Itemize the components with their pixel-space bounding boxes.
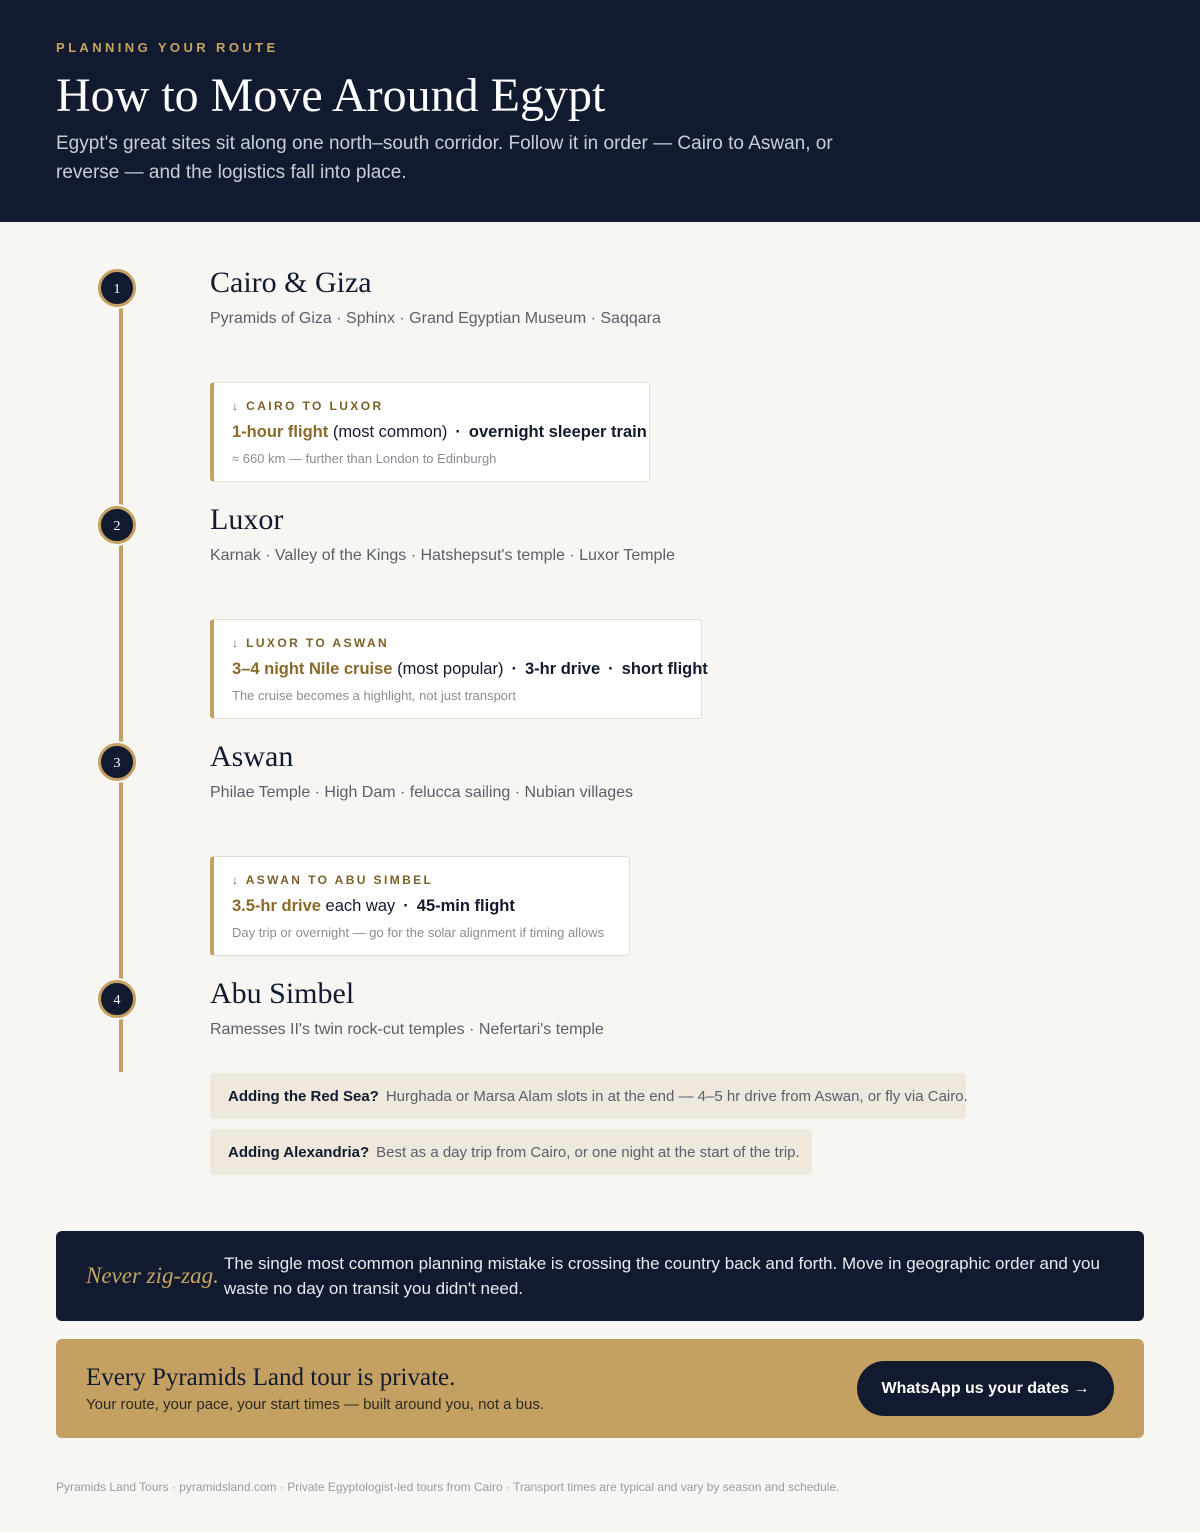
leg-highlight: 1-hour flight — [232, 423, 329, 441]
leg-highlight-suffix: (most popular) — [392, 660, 504, 678]
leg-separator: · — [511, 660, 517, 678]
leg-options — [232, 897, 611, 916]
leg-highlight-suffix: each way — [320, 897, 396, 915]
addon-label: Adding Alexandria? — [228, 1143, 370, 1161]
leg-separator: · — [403, 897, 409, 915]
leg-luxor-to-aswan — [210, 619, 708, 719]
whatsapp-button[interactable]: WhatsApp us your dates → — [857, 1361, 1114, 1416]
leg-option: 45-min flight — [416, 897, 515, 915]
stop-marker-4: 4 — [98, 980, 136, 1018]
page-title: How to Move Around Egypt — [56, 69, 606, 122]
stop-aswan — [210, 740, 633, 802]
cta-title: Every Pyramids Land tour is private. — [86, 1364, 456, 1391]
leg-option: 3-hr drive — [524, 660, 601, 678]
stop-cairo-giza — [210, 266, 661, 328]
leg-separator: · — [608, 660, 614, 678]
addon-text: Best as a day trip from Cairo, or one night at the start of the trip. — [376, 1143, 800, 1161]
leg-cairo-to-luxor — [210, 382, 650, 482]
leg-highlight-suffix: (most common) — [328, 423, 448, 441]
leg-separator: · — [455, 423, 461, 441]
leg-tag: ↓ ASWAN TO ABU SIMBEL — [232, 873, 434, 887]
stop-name: Cairo & Giza — [210, 266, 372, 299]
leg-highlight: 3.5-hr drive — [232, 897, 321, 915]
leg-option: short flight — [621, 660, 708, 678]
stop-sights: Karnak · Valley of the Kings · Hatshepsut's temple · Luxor Temple — [210, 547, 675, 564]
leg-note: ≈ 660 km — further than London to Edinburgh — [232, 451, 497, 466]
leg-options — [232, 423, 647, 442]
addon-red-sea — [210, 1073, 966, 1119]
leg-highlight: 3–4 night Nile cruise — [232, 660, 393, 678]
warning-text: The single most common planning mistake is crossing the country back and forth. Move in geographic order and you waste no day on transit you didn't need. — [224, 1254, 1100, 1298]
addon-label: Adding the Red Sea? — [228, 1087, 379, 1105]
cta-banner — [56, 1339, 1144, 1438]
addon-text: Hurghada or Marsa Alam slots in at the end — 4–5 hr drive from Aswan, or fly via Cairo. — [385, 1087, 968, 1105]
cta-subtitle: Your route, your pace, your start times — built around you, not a bus. — [86, 1396, 545, 1413]
stop-abu-simbel — [210, 977, 604, 1039]
leg-option: overnight sleeper train — [468, 423, 647, 441]
timeline-line — [119, 290, 123, 1072]
leg-tag: ↓ LUXOR TO ASWAN — [232, 636, 390, 650]
stop-marker-3: 3 — [98, 743, 136, 781]
eyebrow: PLANNING YOUR ROUTE — [56, 40, 279, 55]
hero-header — [0, 0, 1200, 222]
stop-marker-2: 2 — [98, 506, 136, 544]
stop-luxor — [210, 503, 675, 565]
warning-callout — [56, 1231, 1144, 1321]
stop-name: Aswan — [210, 740, 294, 773]
addon-alexandria — [210, 1129, 812, 1175]
leg-note: The cruise becomes a highlight, not just transport — [232, 688, 516, 703]
cta-copy — [86, 1364, 544, 1413]
stop-marker-1: 1 — [98, 269, 136, 307]
stop-name: Luxor — [210, 503, 284, 536]
stop-name: Abu Simbel — [210, 977, 355, 1010]
page-subtitle: Egypt's great sites sit along one north–south corridor. Follow it in order — Cairo to Aswan, or reverse — and the logistics fall into place. — [56, 133, 833, 183]
stop-sights: Pyramids of Giza · Sphinx · Grand Egyptian Museum · Saqqara — [210, 310, 661, 327]
leg-tag: ↓ CAIRO TO LUXOR — [232, 399, 384, 413]
stop-sights: Ramesses II's twin rock-cut temples · Nefertari's temple — [210, 1021, 604, 1038]
leg-aswan-to-abu-simbel — [210, 856, 630, 956]
warning-title: Never zig-zag. — [86, 1263, 219, 1288]
footer-text: Pyramids Land Tours · pyramidsland.com · Private Egyptologist-led tours from Cairo · Transport times are typical and vary by season and schedule. — [56, 1480, 840, 1494]
stop-sights: Philae Temple · High Dam · felucca sailing · Nubian villages — [210, 784, 634, 801]
leg-note: Day trip or overnight — go for the solar alignment if timing allows — [232, 925, 605, 940]
leg-options — [232, 660, 708, 679]
